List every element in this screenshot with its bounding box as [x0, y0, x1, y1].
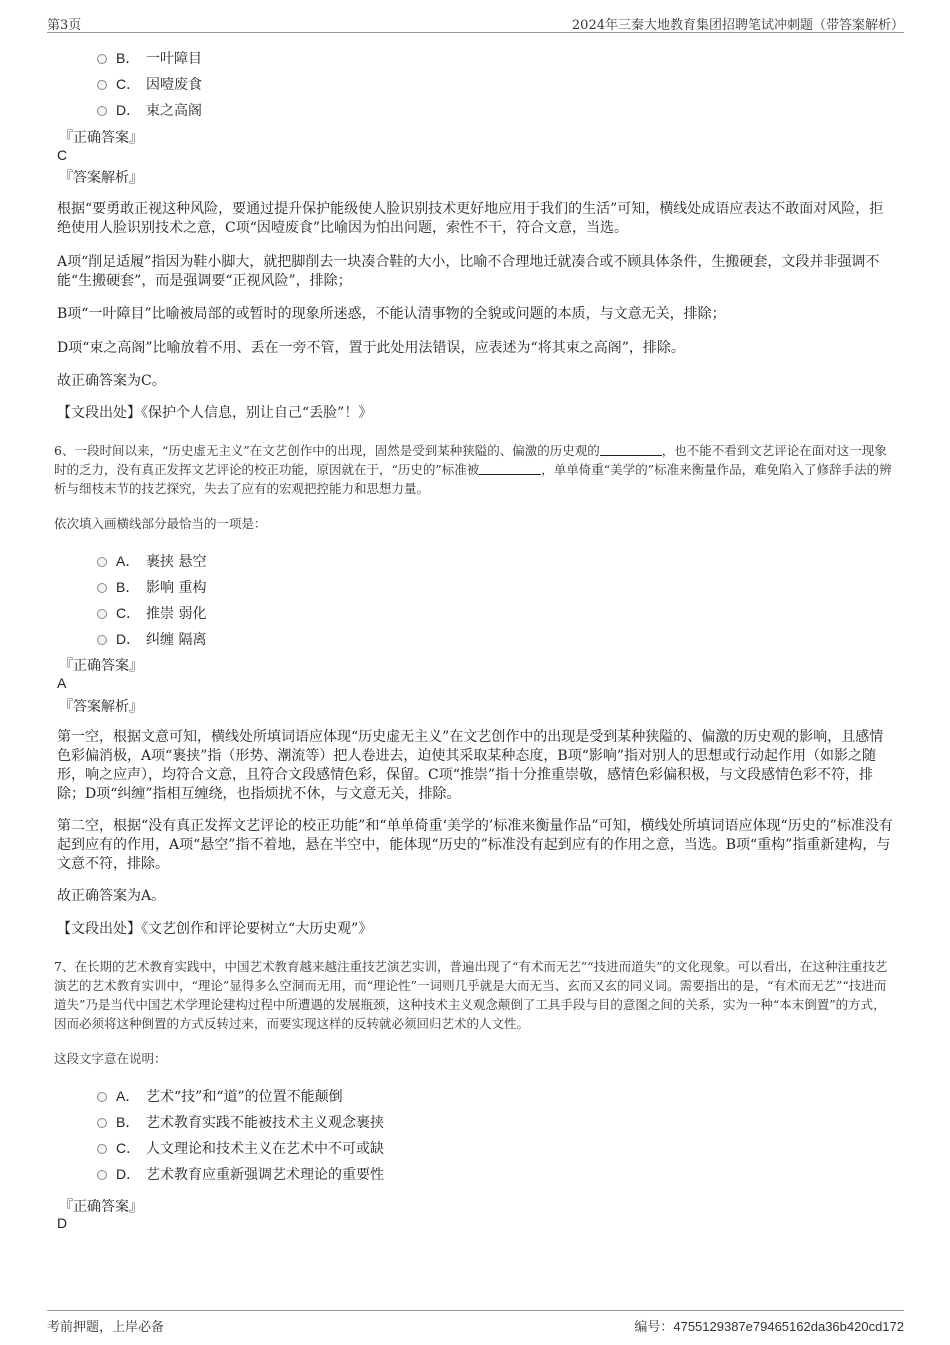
radio-icon[interactable] [97, 1144, 107, 1154]
question-prompt: 依次填入画横线部分最恰当的一项是： [54, 516, 267, 531]
answer-value: C [57, 147, 68, 163]
analysis-paragraph: 根据“要勇敢正视这种风险，要通过提升保护能级使人脸识别技术更好地应用于我们的生活”可知，横线处成语应表达不敢面对风险，拒绝使用人脸识别技术之意，C项“因噎废食”比喻因为怕出问题，索性不干，符合文意，当选。 [57, 201, 884, 236]
option-a[interactable]: A． 裹挟 悬空 [97, 551, 206, 571]
page-footer [47, 1310, 904, 1341]
option-c[interactable]: C． 因噎废食 [97, 74, 202, 94]
radio-icon[interactable] [97, 1118, 107, 1128]
option-c[interactable]: C． 推崇 弱化 [97, 603, 206, 623]
question-prompt: 这段文字意在说明： [54, 1051, 167, 1066]
radio-icon[interactable] [97, 635, 107, 645]
answer-label: 『正确答案』 [59, 130, 143, 146]
option-d[interactable]: D． 纠缠 隔离 [97, 629, 206, 649]
footer-slogan: 考前押题，上岸必备 [47, 1320, 165, 1335]
analysis-paragraph: B项“一叶障目”比喻被局部的或暂时的现象所迷惑，不能认清事物的全貌或问题的本质，与文意无关，排除； [57, 306, 726, 322]
option-b[interactable]: B． 影响 重构 [97, 577, 206, 597]
source-citation: 【文段出处】《文艺创作和评论要树立“大历史观”》 [57, 921, 373, 937]
option-d[interactable]: D． 艺术教育应重新强调艺术理论的重要性 [97, 1164, 384, 1184]
blank-line [479, 462, 541, 475]
radio-icon[interactable] [97, 54, 107, 64]
analysis-label: 『答案解析』 [59, 699, 143, 715]
radio-icon[interactable] [97, 557, 107, 567]
radio-icon[interactable] [97, 583, 107, 593]
analysis-paragraph: D项“束之高阁”比喻放着不用、丢在一旁不管，置于此处用法错误，应表述为“将其束之高阁”，排除。 [57, 340, 685, 356]
document-code: 编号：4755129387e79465162da36b420cd172 [634, 1319, 904, 1335]
answer-value: A [57, 675, 67, 691]
radio-icon[interactable] [97, 1170, 107, 1180]
option-c[interactable]: C． 人文理论和技术主义在艺术中不可或缺 [97, 1138, 384, 1158]
analysis-label: 『答案解析』 [59, 170, 143, 186]
answer-label: 『正确答案』 [59, 1199, 143, 1215]
radio-icon[interactable] [97, 609, 107, 619]
radio-icon[interactable] [97, 1092, 107, 1102]
radio-icon[interactable] [97, 106, 107, 116]
option-a[interactable]: A． 艺术“技”和“道”的位置不能颠倒 [97, 1086, 343, 1106]
analysis-paragraph: 第二空，根据“没有真正发挥文艺评论的校正功能”和“单单倚重‘美学的’标准来衡量作品”可知，横线处所填词语应体现“历史的”标准没有起到应有的作用，A项“悬空”指不着地，悬在半空中，能体现“历史的”标准没有起到应有的作用之意，当选。B项“重构”指重新建构，与文意不符，排除。 [57, 818, 893, 872]
document-title: 2024年三秦大地教育集团招聘笔试冲刺题（带答案解析） [571, 18, 904, 33]
analysis-paragraph: A项“削足适履”指因为鞋小脚大，就把脚削去一块凑合鞋的大小，比喻不合理地迁就凑合或不顾具体条件，生搬硬套，文段并非强调不能“生搬硬套”，而是强调要“正视风险”，排除； [57, 254, 880, 289]
analysis-paragraph: 第一空，根据文意可知，横线处所填词语应体现“历史虚无主义”在文艺创作中的出现是受到某种狭隘的、偏激的历史观的影响，且感情色彩偏消极，A项“裹挟”指（形势、潮流等）把人卷进去，迫使其采取某种态度，B项“影响”指对别人的思想或行动起作用（如影之随形，响之应声），均符合文意，且符合文段感情色彩，保留。C项“推崇”指十分推重崇敬，感情色彩偏积极，与文段感情色彩不符，排除；D项“纠缠”指相互缠绕，也指烦扰不休，与文意无关，排除。 [57, 729, 884, 802]
option-d[interactable]: D． 束之高阁 [97, 100, 202, 120]
question-stem: 7、在长期的艺术教育实践中，中国艺术教育越来越注重技艺演艺实训，普遍出现了“有术而无艺”“技进而道失”的文化现象。可以看出，在这种注重技艺演艺的艺术教育实训中，“理论”显得多么空洞而无用，而“理论性”一词则几乎就是大而无当、玄而又玄的同义词。需要指出的是，“有术而无艺”“技进而道失”乃是当代中国艺术学理论建构过程中所遭遇的发展瓶颈，这种技术主义观念颠倒了工具手段与目的意图之间的关系，实为一种“本末倒置”的方式，因而必须将这种倒置的方式反转过来，而要实现这样的反转就必须回归艺术的人文性。 [54, 959, 888, 1031]
answer-label: 『正确答案』 [59, 658, 143, 674]
question-stem: 6、一段时间以来，“历史虚无主义”在文艺创作中的出现，固然是受到某种狭隘的、偏激的历史观的 ，也不能不看到文艺评论在面对这一现象时的乏力，没有真正发挥文艺评论的校正功能，原因就在于，“历史的”标准被 ，单单倚重“美学的”标准来衡量作品，难免陷入了修辞手法的辨析与细枝末节的技艺探究，失去了应有的宏观把控能力和思想力量。 [54, 443, 892, 496]
analysis-paragraph: 故正确答案为A。 [57, 888, 166, 904]
source-citation: 【文段出处】《保护个人信息，别让自己“丢脸”！》 [57, 405, 373, 421]
page-number: 第3页 [47, 18, 82, 33]
answer-value: D [57, 1215, 68, 1231]
analysis-paragraph: 故正确答案为C。 [57, 373, 166, 389]
option-b[interactable]: B． 一叶障目 [97, 48, 202, 68]
page-header [47, 14, 904, 33]
radio-icon[interactable] [97, 80, 107, 90]
option-b[interactable]: B． 艺术教育实践不能被技术主义观念裹挟 [97, 1112, 384, 1132]
blank-line [600, 443, 662, 456]
